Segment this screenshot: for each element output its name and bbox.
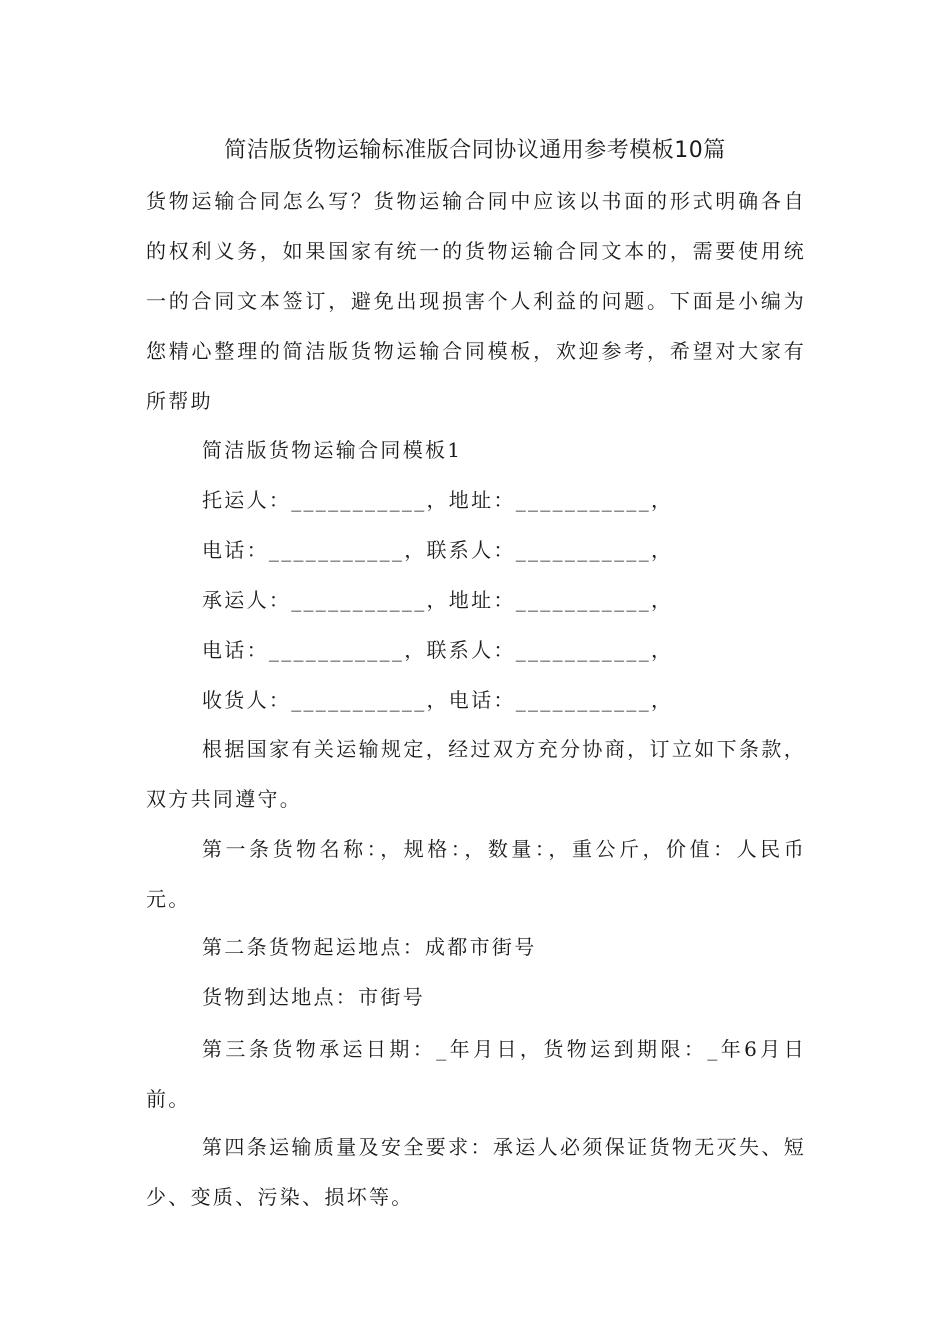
clause-1: 第一条货物名称：，规格：，数量：，重公斤，价值：人民币元。 [146,837,806,911]
shipper-field: 托运人：___________，地址：___________， [202,488,674,512]
clause-2-origin: 第二条货物起运地点：成都市街号 [202,935,537,959]
carrier-contact-field: 电话：___________，联系人：___________， [202,638,674,662]
shipper-contact-field: 电话：___________，联系人：___________， [202,538,674,562]
clause-4: 第四条运输质量及安全要求：承运人必须保证货物无灭失、短少、变质、污染、损坏等。 [146,1135,806,1209]
carrier-field: 承运人：___________，地址：___________， [202,588,674,612]
consignee-field: 收货人：___________，电话：___________， [202,688,674,712]
document-title: 简洁版货物运输标准版合同协议通用参考模板10篇 [224,138,726,163]
agreement-paragraph: 根据国家有关运输规定，经过双方充分协商，订立如下条款，双方共同遵守。 [146,737,806,811]
template-heading: 简洁版货物运输合同模板1 [202,438,463,462]
clause-2-destination: 货物到达地点：市街号 [202,985,425,1009]
clause-3: 第三条货物承运日期：_年月日，货物运到期限：_年6月日前。 [146,1037,806,1111]
intro-paragraph: 货物运输合同怎么写？货物运输合同中应该以书面的形式明确各自的权利义务，如果国家有统一的货物运输合同文本的，需要使用统一的合同文本签订，避免出现损害个人利益的问题。下面是小编为您精心整理的简洁版货物运输合同模板，欢迎参考，希望对大家有所帮助 [146,189,806,413]
